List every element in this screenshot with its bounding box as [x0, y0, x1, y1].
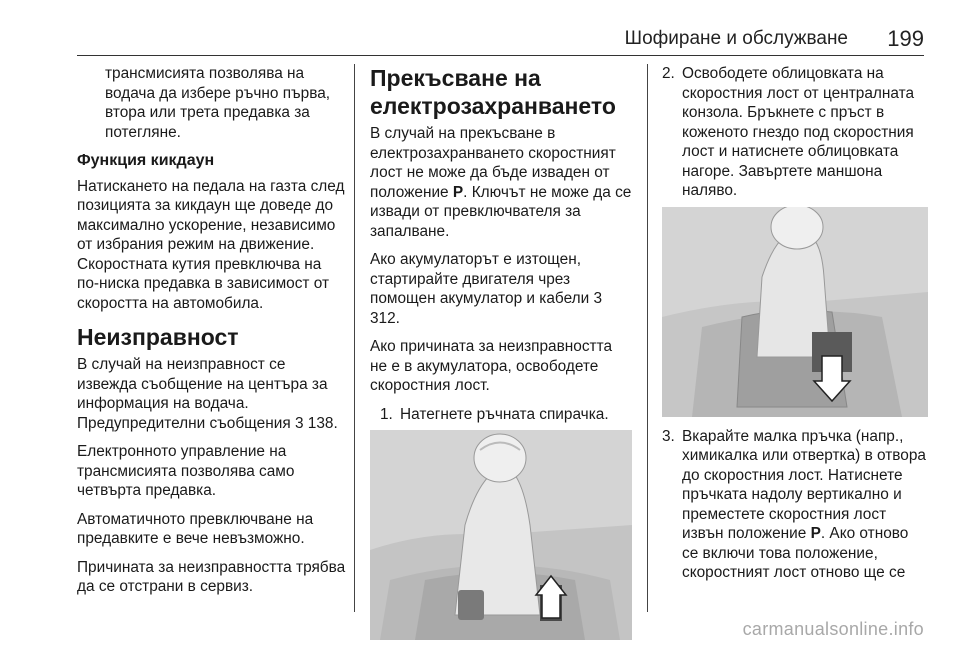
step-1: [370, 405, 632, 425]
paragraph-fault-message: В случай на неизправност се извежда съобщение на центъра за информация на водача. Предупредителни съобщения 3 138.: [77, 356, 338, 432]
column-1: [77, 64, 347, 606]
step-text: Натегнете ръчната спирачка.: [400, 405, 609, 423]
column-divider-left: [354, 64, 355, 612]
kickdown-heading: Функция кикдаун: [77, 152, 215, 169]
gear-lever-illustration-2: [662, 207, 928, 417]
page-ref-icon: 3: [593, 290, 603, 307]
column-3: [662, 64, 928, 589]
step-3: [662, 427, 928, 583]
page-ref-link[interactable]: 312.: [370, 309, 400, 327]
paragraph-lever-locked: В случай на прекъсване в електрозахранването скоростният лост не може да бъде изваден от положение P. Ключът не може да се извади от превключвателя за запалване.: [370, 125, 632, 240]
step-number: 1.: [380, 405, 393, 423]
gear-lever-drawing: [662, 207, 928, 417]
position-p-label: P: [452, 183, 464, 201]
page-ref-link[interactable]: 138.: [303, 414, 338, 432]
paragraph-service: Причината за неизправността трябва да се отстрани в сервиз.: [77, 558, 346, 595]
paragraph-release-lever: Ако причината за неизправността не е в акумулатора, освободете скоростния лост.: [370, 338, 613, 394]
gear-lever-illustration-1: [370, 430, 632, 640]
paragraph-no-auto-shift: Автоматичното превключване на предавките е вече невъзможно.: [77, 510, 314, 547]
paragraph-manual-gear-selection: трансмисията позволява на водача да избере ръчно първа, втора или трета предавка за потегляне.: [105, 65, 331, 141]
paragraph-kickdown: Натискането на педала на газта след позицията за кикдаун ще доведе до максимално ускорение, независимо от избрания режим на движение. Скоростната кутия превключва на по-ниска предавка в зависимост от скоростта на автомобила.: [77, 177, 345, 312]
step-text: Освободете облицовката на скоростния лост от централната конзола. Бръкнете с пръст в коженото гнездо под скоростния лост и натиснете облицовката нагоре. Завъртете маншона наляво.: [682, 65, 915, 199]
page-header: [0, 0, 960, 60]
position-p-label: P: [810, 525, 821, 542]
header-rule: [77, 55, 924, 56]
power-interruption-heading: Прекъсване на електрозахранването: [370, 65, 616, 119]
watermark: carmanualsonline.info: [742, 619, 924, 639]
column-divider-right: [647, 64, 648, 612]
chapter-title: Шофиране и обслужване: [624, 28, 848, 49]
step-text: Вкарайте малка пръчка (напр., химикалка или отвертка) в отвора до скоростния лост. Натиснете пръчката надолу вертикално и преместете скоростния лост извън положение P. Ако отново се включи това положение, скоростният лост отново ще се: [682, 427, 926, 581]
column-2: [370, 64, 632, 650]
step-number: 3.: [662, 427, 675, 445]
step-number: 2.: [662, 65, 675, 82]
paragraph-jump-start: Ако акумулаторът е изтощен, стартирайте двигателя чрез помощен акумулатор и кабели 3 312.: [370, 251, 603, 327]
gear-lever-drawing: [370, 430, 632, 640]
fault-heading: Неизправност: [77, 324, 239, 350]
step-2: [662, 64, 928, 201]
page-number: 199: [887, 26, 924, 51]
paragraph-fourth-gear: Електронното управление на трансмисията позволява само четвърта предавка.: [77, 443, 295, 499]
page-ref-icon: 3: [294, 414, 304, 432]
